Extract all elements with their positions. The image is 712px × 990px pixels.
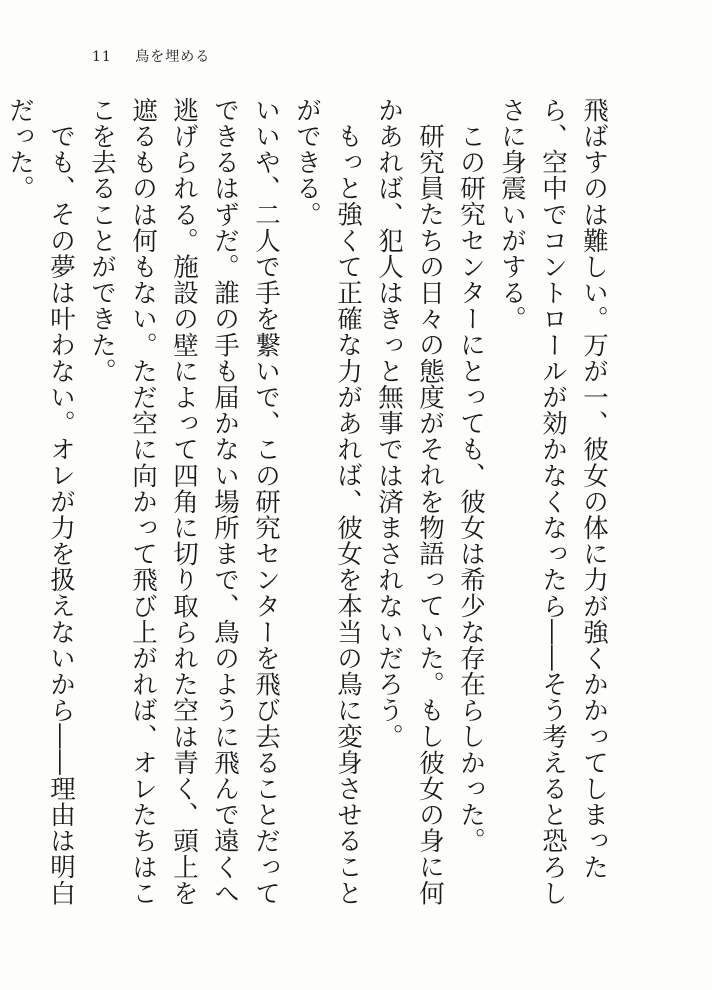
paragraph: でも、その夢は叶わない。オレが力を扱えないから――理由は明白だった。: [5, 97, 76, 906]
paragraph: この研究センターにとっても、彼女は希少な存在らしかった。: [456, 122, 486, 854]
paragraph: いいや、二人で手を繋いで、この研究センターを飛び去ることだってできるはずだ。誰の手も届かない場所まで、鳥のように飛んで遠くへ逃げられる。施設の壁によって四角に切り取られた空は青く、頭上を遮るものは何もない。ただ空に向かって飛び上がれば、オレたちはここを去ることができた。: [87, 97, 281, 907]
vertical-body-text: [5, 97, 614, 917]
page-number: 11: [92, 49, 112, 65]
paragraph: 研究員たちの日々の態度がそれを物語っていた。もし彼女の身に何かあれば、犯人はきっと無事では済まされないだろう。: [374, 97, 445, 906]
running-header: [92, 46, 210, 66]
paragraph: 飛ばすのは難しい。万が一、彼女の体に力が強くかかってしまったら、空中でコントロールが効かなくなったら――そう考えると恐ろしさに身震いがする。: [497, 97, 609, 907]
chapter-title: 鳥を埋める: [135, 49, 211, 65]
paragraph: もっと強くて正確な力があれば、彼女を本当の鳥に変身させることができる。: [292, 97, 363, 906]
